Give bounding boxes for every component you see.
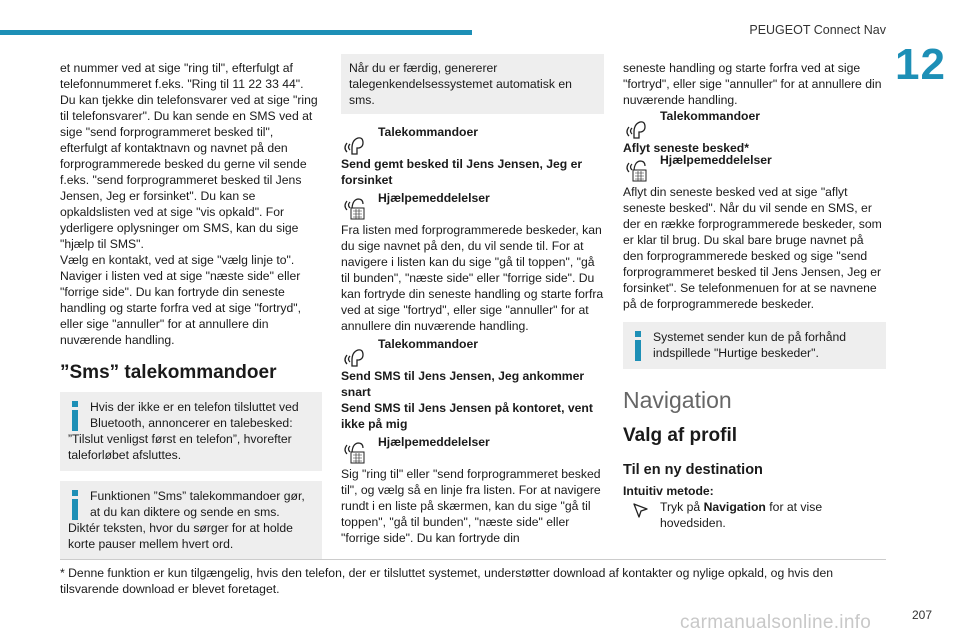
info-text: Hvis der ikke er en telefon tilsluttet ved Bluetooth, annoncerer en talebesked: ”Tilslut venligst først en telefon”, hvorefter taleforløbet afsluttes. xyxy=(68,400,299,462)
help-messages-icon xyxy=(341,440,365,464)
section-title-profile: Valg af profil xyxy=(623,425,738,446)
col2-paragraph-2: Sig "ring til" eller "send forprogrammeret besked til", og vælg så en linje fra listen. For at navigere rundt i en liste på skærmen, kan du sige "gå til toppen", "gå til bunden", "næste side" eller "forrige side". Du kan fortryde din xyxy=(341,467,601,545)
col3-paragraph-2: Aflyt din seneste besked ved at sige "aflyt seneste besked". Når du vil sende en SMS, er der en række forprogrammerede beskeder, som er klar til brug. Du skal bare bruge navnet på den forprogrammerede besked og sige "send forprogrammeret besked til Jens Jensen, Jeg er forsinket". Se telefonmenuen for at se navnene på de forprogrammerede beskeder. xyxy=(623,185,882,311)
col1-paragraph-2: Vælg en kontakt, ved at sige "vælg linje to". Naviger i listen ved at sige "næste side" eller "forrige side". Du kan fortryde din seneste handling og starte forfra ved at sige "fortryd", eller sige "annuller" for at annullere din nuværende handling. xyxy=(60,253,302,347)
chapter-number: 12 xyxy=(895,40,946,89)
info-text: Når du er færdig, genererer talegenkendelsessystemet automatisk en sms. xyxy=(349,61,572,107)
column-2 xyxy=(341,54,604,546)
help-messages-label: Hjælpemeddelelser xyxy=(378,191,490,205)
footnote-divider xyxy=(60,559,886,560)
section-title-navigation: Navigation xyxy=(623,387,732,413)
voice-command-icon xyxy=(623,118,647,140)
header-accent-bar xyxy=(0,30,472,35)
voice-command-text: Send SMS til Jens Jensen på kontoret, vent ikke på mig xyxy=(341,401,593,431)
voice-commands-heading xyxy=(341,124,604,156)
instruction-prefix: Tryk på xyxy=(660,500,704,514)
voice-commands-label: Talekommandoer xyxy=(660,109,761,123)
page-number: 207 xyxy=(912,608,933,622)
footnote: * Denne funktion er kun tilgængelig, hvis den telefon, der er tilsluttet systemet, understøtter download af kontakter og nylige opkald, og hvis den tilsvarende download er blevet foretaget. xyxy=(60,566,833,596)
col3-paragraph-1: seneste handling og starte forfra ved at sige "fortryd", eller sige "annuller" for at annullere din nuværende handling. xyxy=(623,61,882,107)
info-box-sms-function xyxy=(60,481,322,560)
info-box-auto-sms xyxy=(341,54,604,114)
voice-command-icon xyxy=(341,346,365,368)
instruction-suffix: for at vise hovedsiden. xyxy=(660,500,823,530)
voice-command-text: Send gemt besked til Jens Jensen, Jeg er forsinket xyxy=(341,157,583,187)
navigation-arrow-icon xyxy=(631,501,649,519)
section-title-sms: ”Sms” talekommandoer xyxy=(60,362,277,383)
voice-command-text: Aflyt seneste besked* xyxy=(623,141,749,155)
col2-paragraph-1: Fra listen med forprogrammerede beskeder, kan du sige navnet på den, du vil sende til. For at navigere i listen kan du sige "gå til toppen", "gå til bunden", "næste side" eller "forrige side". Du kan fortryde din seneste handling og starte forfra ved at sige "fortryd", eller sige "annuller" for at annullere din nuværende handling. xyxy=(341,223,604,333)
column-1 xyxy=(60,60,322,570)
instruction-navigation: Navigation xyxy=(703,500,766,514)
info-text: Funktionen ”Sms” talekommandoer gør, at du kan diktere og sende en sms. Diktér teksten, hvor du sørger for at holde korte pauser mellem hvert ord. xyxy=(68,489,305,551)
navigation-instruction xyxy=(623,499,886,531)
voice-commands-label: Talekommandoer xyxy=(378,337,479,351)
info-icon xyxy=(68,490,82,520)
help-messages-icon xyxy=(341,196,365,220)
info-icon xyxy=(68,401,82,431)
help-messages-heading xyxy=(341,190,604,220)
col1-paragraph-1: et nummer ved at sige "ring til", efterfulgt af telefonnummeret f.eks. "Ring til 11 22 33 44". Du kan tjekke din telefonsvarer ved at sige "ring til telefonsvarer". Du kan sende en SMS ved at sige "send forprogrammeret besked til", efterfulgt af kontaktnavn og navnet på den forprogrammerede besked du gerne vil sende f.eks. "send forprogrammeret besked til Jens Jensen, Jeg er forsinket". Du kan se opkaldslisten ved at sige "vis opkald". For yderligere oplysninger om SMS, kan du sige "hjælp til SMS". xyxy=(60,61,318,251)
voice-commands-heading xyxy=(341,336,604,368)
help-messages-label: Hjælpemeddelelser xyxy=(660,153,772,167)
help-messages-icon xyxy=(623,158,647,182)
help-messages-heading xyxy=(341,434,604,464)
info-box-quick-messages xyxy=(623,322,886,369)
voice-command-text: Send SMS til Jens Jensen, Jeg ankommer snart xyxy=(341,369,585,399)
help-messages-label: Hjælpemeddelelser xyxy=(378,435,490,449)
subsection-title-destination: Til en ny destination xyxy=(623,462,763,478)
voice-commands-heading xyxy=(623,108,886,140)
voice-command-icon xyxy=(341,134,365,156)
column-3 xyxy=(623,60,886,531)
info-icon xyxy=(631,331,645,361)
info-box-bluetooth xyxy=(60,392,322,471)
voice-commands-label: Talekommandoer xyxy=(378,125,479,139)
method-label: Intuitiv metode: xyxy=(623,484,714,498)
help-messages-heading xyxy=(623,152,886,182)
header-title: PEUGEOT Connect Nav xyxy=(749,23,886,37)
watermark: carmanualsonline.info xyxy=(680,612,872,633)
info-text: Systemet sender kun de på forhånd indspillede "Hurtige beskeder". xyxy=(653,330,847,360)
